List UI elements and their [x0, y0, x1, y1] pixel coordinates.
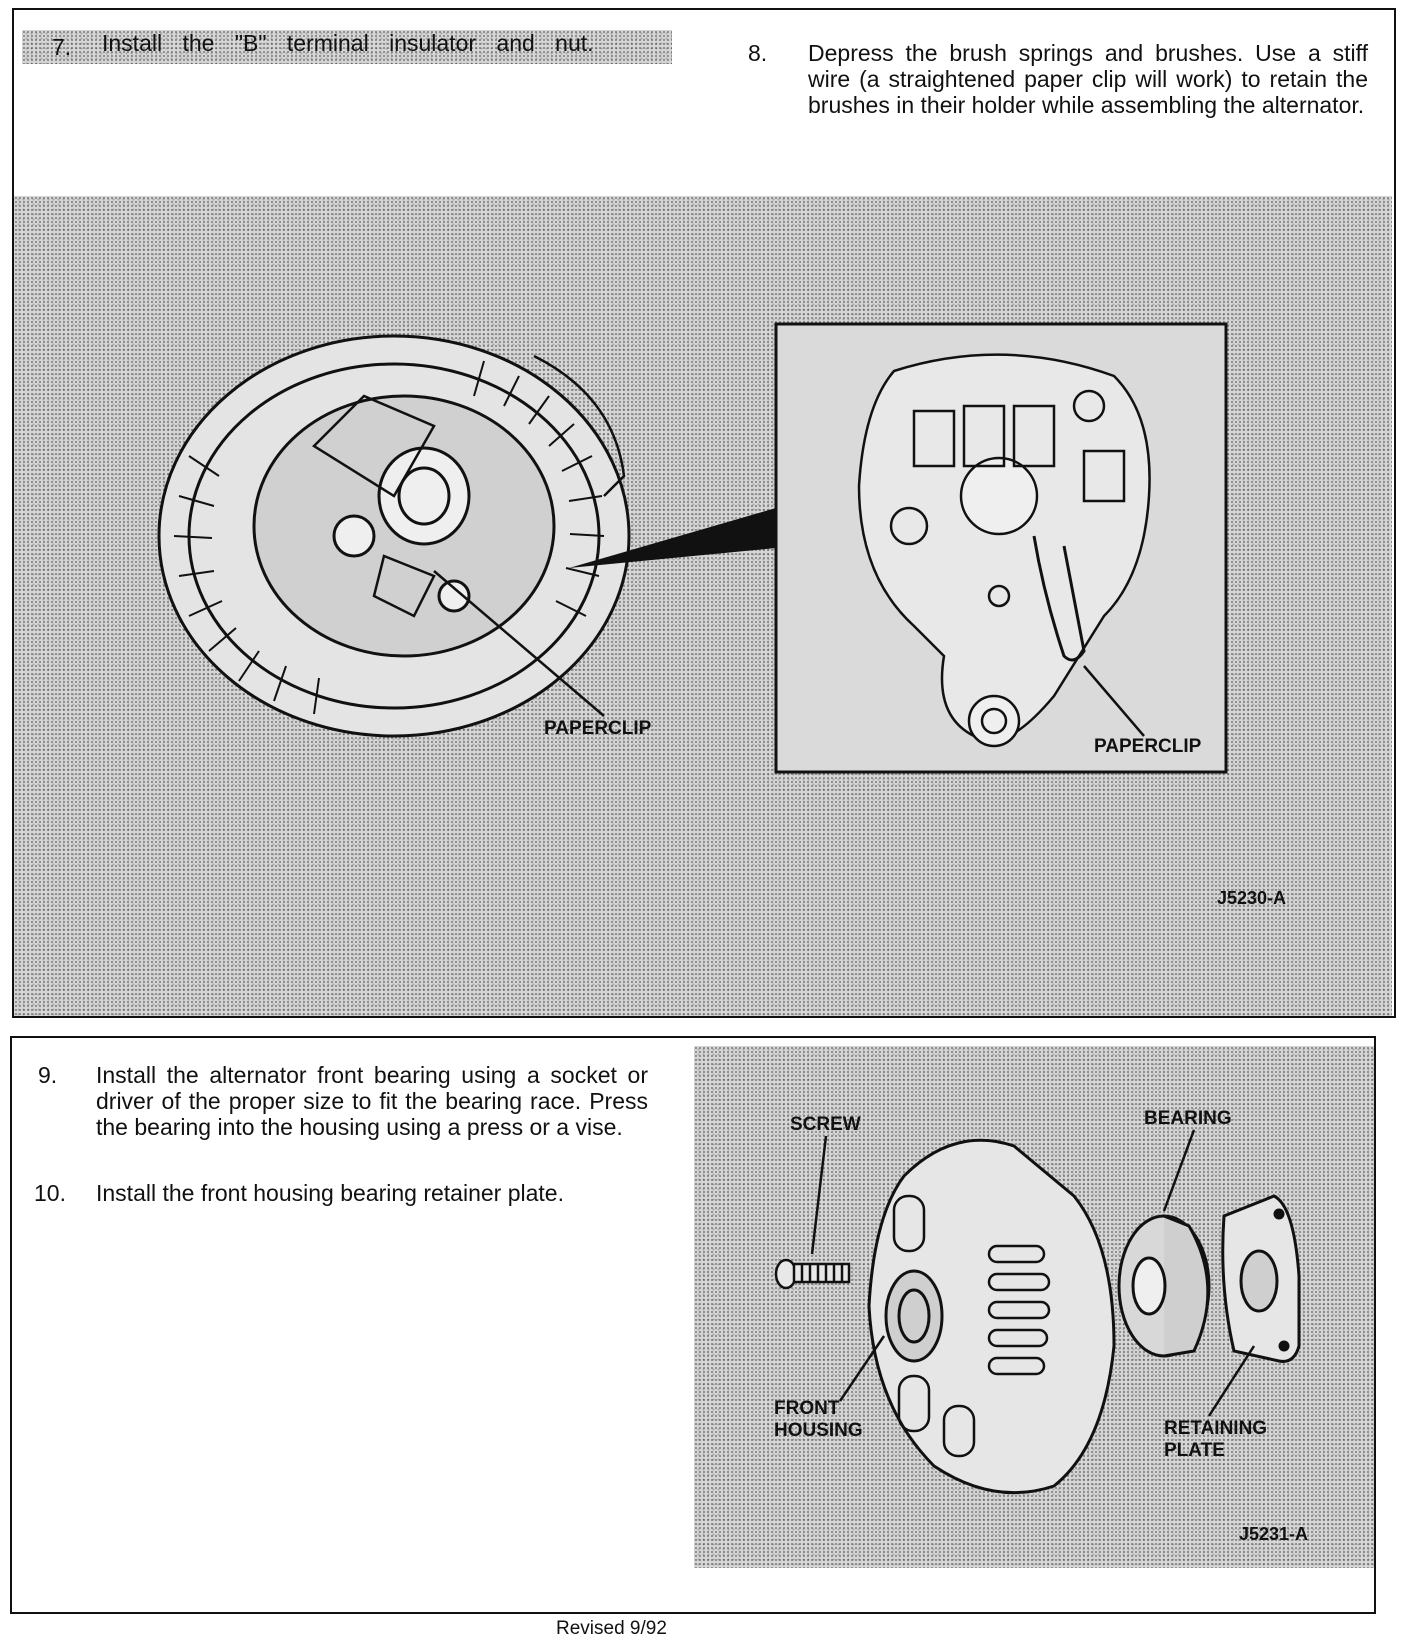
front-housing-illustration: [869, 1140, 1114, 1492]
step-7: [22, 30, 672, 64]
figure-brush-retention: [14, 196, 1392, 1016]
step-7-number: 7.: [52, 34, 72, 60]
step-8-text: Depress the brush springs and brushes. Use a stiff wire (a straightened paper clip will work) to retain the brushes in their holder while assembling the alternator.: [808, 40, 1368, 118]
step-10-number: 10.: [34, 1180, 66, 1206]
figure-1-svg: [14, 196, 1392, 1016]
figure-2-code: J5231-A: [1239, 1524, 1309, 1544]
figure-1-code: J5230-A: [1217, 888, 1287, 908]
step-9-number: 9.: [38, 1062, 58, 1088]
footer-rule: [10, 1612, 290, 1614]
paperclip-label-left: PAPERCLIP: [544, 718, 652, 739]
step-10-text: Install the front housing bearing retainer plate.: [96, 1180, 564, 1206]
revision-footer: Revised 9/92: [556, 1618, 667, 1639]
paperclip-label-right: PAPERCLIP: [1094, 736, 1202, 757]
housing-label-line2: HOUSING: [774, 1420, 863, 1441]
screw-label: SCREW: [790, 1114, 861, 1135]
bearing-label: BEARING: [1144, 1108, 1232, 1129]
retaining-label-line2: PLATE: [1164, 1440, 1225, 1461]
step-9-text: Install the alternator front bearing using a socket or driver of the proper size to fit the bearing race. Press the bearing into the housing using a press or a vise.: [96, 1062, 648, 1140]
step-8-number: 8.: [748, 40, 768, 66]
figure-2-svg: [694, 1046, 1374, 1568]
screw-illustration: [776, 1260, 849, 1288]
figure-front-bearing: [694, 1046, 1374, 1568]
retaining-plate-illustration: [1223, 1196, 1299, 1361]
housing-label-line1: FRONT: [774, 1398, 840, 1419]
step-7-text: Install the "B" terminal insulator and nut.: [102, 30, 594, 56]
bearing-illustration: [1119, 1216, 1209, 1356]
retaining-label-line1: RETAINING: [1164, 1418, 1268, 1439]
